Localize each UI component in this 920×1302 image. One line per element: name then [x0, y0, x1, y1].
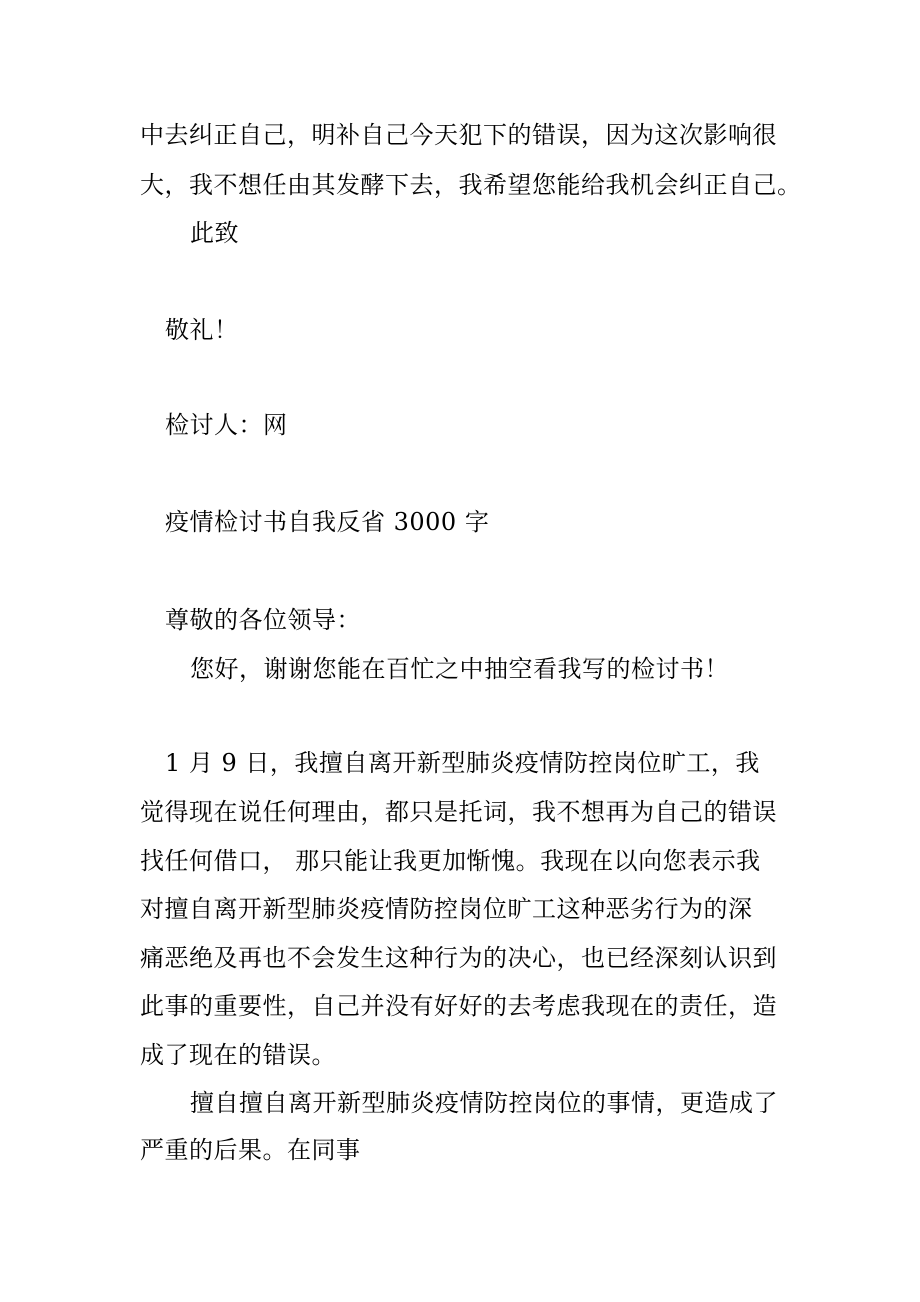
text-line: 中去纠正自己，明补自己今天犯下的错误，因为这次影响很 — [140, 121, 777, 149]
signature-line: 检讨人：网 — [165, 411, 288, 439]
text-line: 您好，谢谢您能在百忙之中抽空看我写的检讨书！ — [190, 655, 729, 683]
text-line: 擅自擅自离开新型肺炎疫情防控岗位的事情，更造成了 — [190, 1089, 778, 1117]
section-title: 疫情检讨书自我反省 3000 字 — [165, 508, 490, 536]
text-line: 严重的后果。在同事 — [140, 1136, 361, 1164]
text-line: 成了现在的错误。 — [140, 1041, 336, 1069]
text-line: 此事的重要性，自己并没有好好的去考虑我现在的责任，造 — [140, 992, 777, 1020]
text-line: 找任何借口， 那只能让我更加惭愧。我现在以向您表示我 — [140, 847, 761, 875]
text-line: 痛恶绝及再也不会发生这种行为的决心，也已经深刻认识到 — [140, 944, 777, 972]
text-line: 觉得现在说任何理由，都只是托词，我不想再为自己的错误 — [140, 798, 777, 826]
closing-salutation: 此致 — [190, 219, 239, 247]
closing-regards: 敬礼！ — [165, 316, 239, 344]
greeting: 尊敬的各位领导： — [165, 606, 361, 634]
text-line: 大，我不想任由其发酵下去，我希望您能给我机会纠正自己。 — [140, 171, 802, 199]
text-line: 1 月 9 日，我擅自离开新型肺炎疫情防控岗位旷工，我 — [165, 749, 760, 777]
text-line: 对擅自离开新型肺炎疫情防控岗位旷工这种恶劣行为的深 — [140, 895, 753, 923]
